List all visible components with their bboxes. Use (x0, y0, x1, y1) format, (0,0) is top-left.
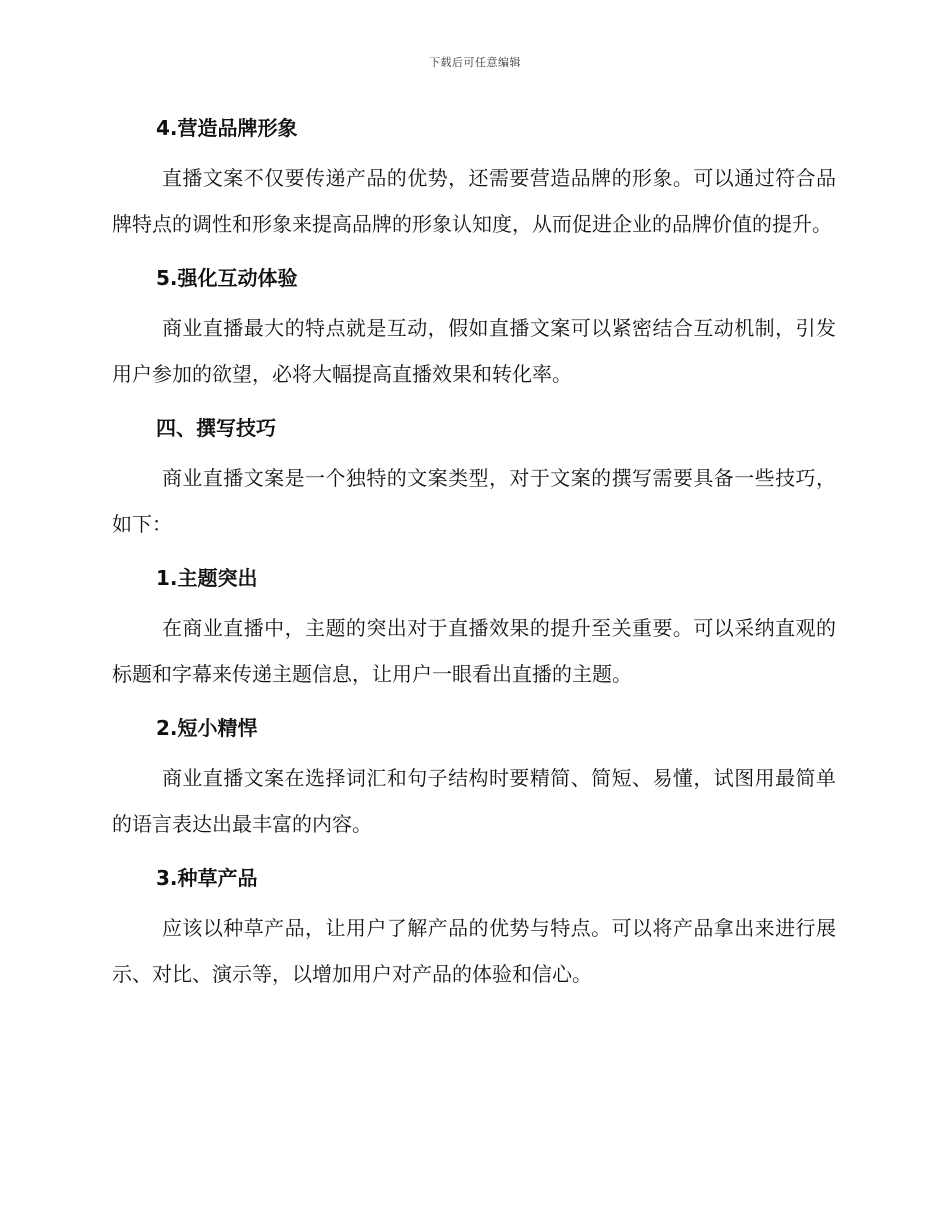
section-paragraph: 应该以种草产品，让用户了解产品的优势与特点。可以将产品拿出来进行展示、对比、演示等，以增加用户对产品的体验和信心。 (112, 916, 836, 986)
document-body (112, 110, 836, 1010)
section-paragraph: 商业直播文案在选择词汇和句子结构时要精简、简短、易懂，试图用最简单的语言表达出最丰富的内容。 (112, 766, 836, 836)
section-heading: 5.强化互动体验 (156, 266, 298, 290)
section-paragraph: 商业直播文案是一个独特的文案类型，对于文案的撰写需要具备一些技巧，如下： (112, 466, 836, 536)
section-heading: 3.种草产品 (156, 866, 258, 890)
page-header: 下载后可任意编辑 (429, 56, 521, 69)
section-paragraph: 商业直播最大的特点就是互动，假如直播文案可以紧密结合互动机制，引发用户参加的欲望，必将大幅提高直播效果和转化率。 (112, 316, 836, 386)
section-heading: 2.短小精悍 (156, 716, 258, 740)
section-paragraph: 直播文案不仅要传递产品的优势，还需要营造品牌的形象。可以通过符合品牌特点的调性和形象来提高品牌的形象认知度，从而促进企业的品牌价值的提升。 (112, 166, 836, 236)
section-heading: 四、撰写技巧 (156, 416, 276, 440)
section-heading: 4.营造品牌形象 (156, 116, 298, 140)
section-paragraph: 在商业直播中，主题的突出对于直播效果的提升至关重要。可以采纳直观的标题和字幕来传递主题信息，让用户一眼看出直播的主题。 (112, 616, 836, 686)
section-heading: 1.主题突出 (156, 566, 258, 590)
